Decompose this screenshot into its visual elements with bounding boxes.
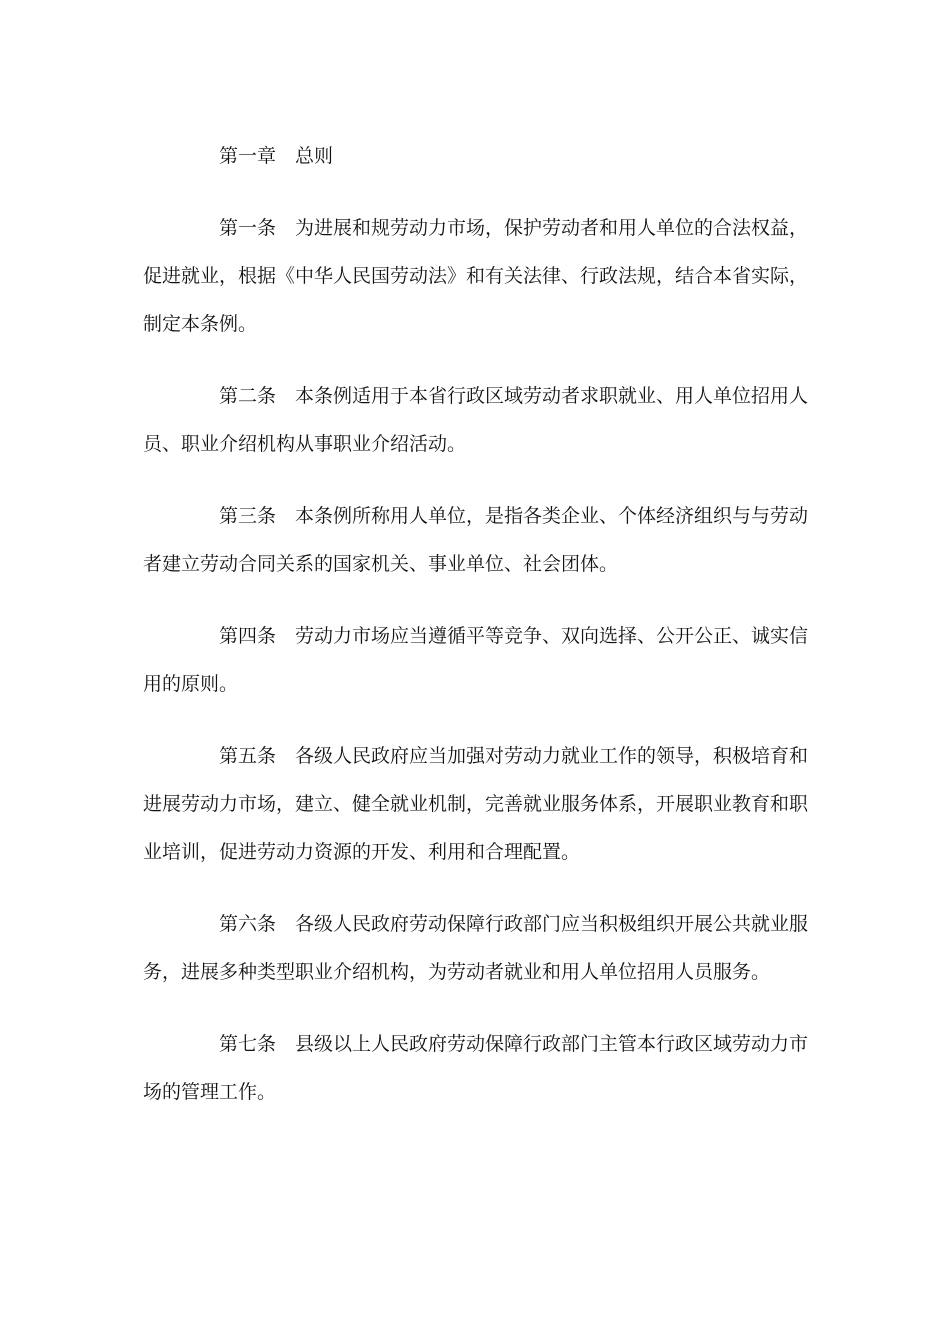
article-text: 各级人民政府应当加强对劳动力就业工作的领导，积极培育和进展劳动力市场，建立、健全就业机制，完善就业服务体系，开展职业教育和职业培训，促进劳动力资源的开发、利用和合理配置。 (143, 745, 809, 863)
article-1 (143, 204, 811, 348)
article-6 (143, 900, 811, 996)
article-3 (143, 492, 811, 588)
article-4 (143, 612, 811, 708)
article-2 (143, 372, 811, 468)
article-text: 本条例适用于本省行政区域劳动者求职就业、用人单位招用人员、职业介绍机构从事职业介绍活动。 (143, 385, 809, 455)
article-label: 第三条 (219, 505, 277, 527)
document-body (143, 132, 811, 1140)
chapter-heading (143, 132, 811, 180)
article-7 (143, 1020, 811, 1116)
article-label: 第六条 (219, 913, 277, 935)
chapter-label: 第一章 (219, 145, 277, 167)
article-label: 第四条 (219, 625, 277, 647)
article-text: 各级人民政府劳动保障行政部门应当积极组织开展公共就业服务，进展多种类型职业介绍机构，为劳动者就业和用人单位招用人员服务。 (143, 913, 809, 983)
article-text: 劳动力市场应当遵循平等竞争、双向选择、公开公正、诚实信用的原则。 (143, 625, 809, 695)
chapter-title: 总则 (295, 145, 334, 167)
article-text: 本条例所称用人单位，是指各类企业、个体经济组织与与劳动者建立劳动合同关系的国家机关、事业单位、社会团体。 (143, 505, 809, 575)
article-label: 第二条 (219, 385, 277, 407)
article-label: 第一条 (219, 217, 277, 239)
article-label: 第七条 (219, 1033, 277, 1055)
article-label: 第五条 (219, 745, 277, 767)
article-text: 为进展和规劳动力市场，保护劳动者和用人单位的合法权益，促进就业，根据《中华人民国劳动法》和有关法律、行政法规，结合本省实际，制定本条例。 (143, 217, 809, 335)
article-text: 县级以上人民政府劳动保障行政部门主管本行政区域劳动力市场的管理工作。 (143, 1033, 809, 1103)
article-5 (143, 732, 811, 876)
